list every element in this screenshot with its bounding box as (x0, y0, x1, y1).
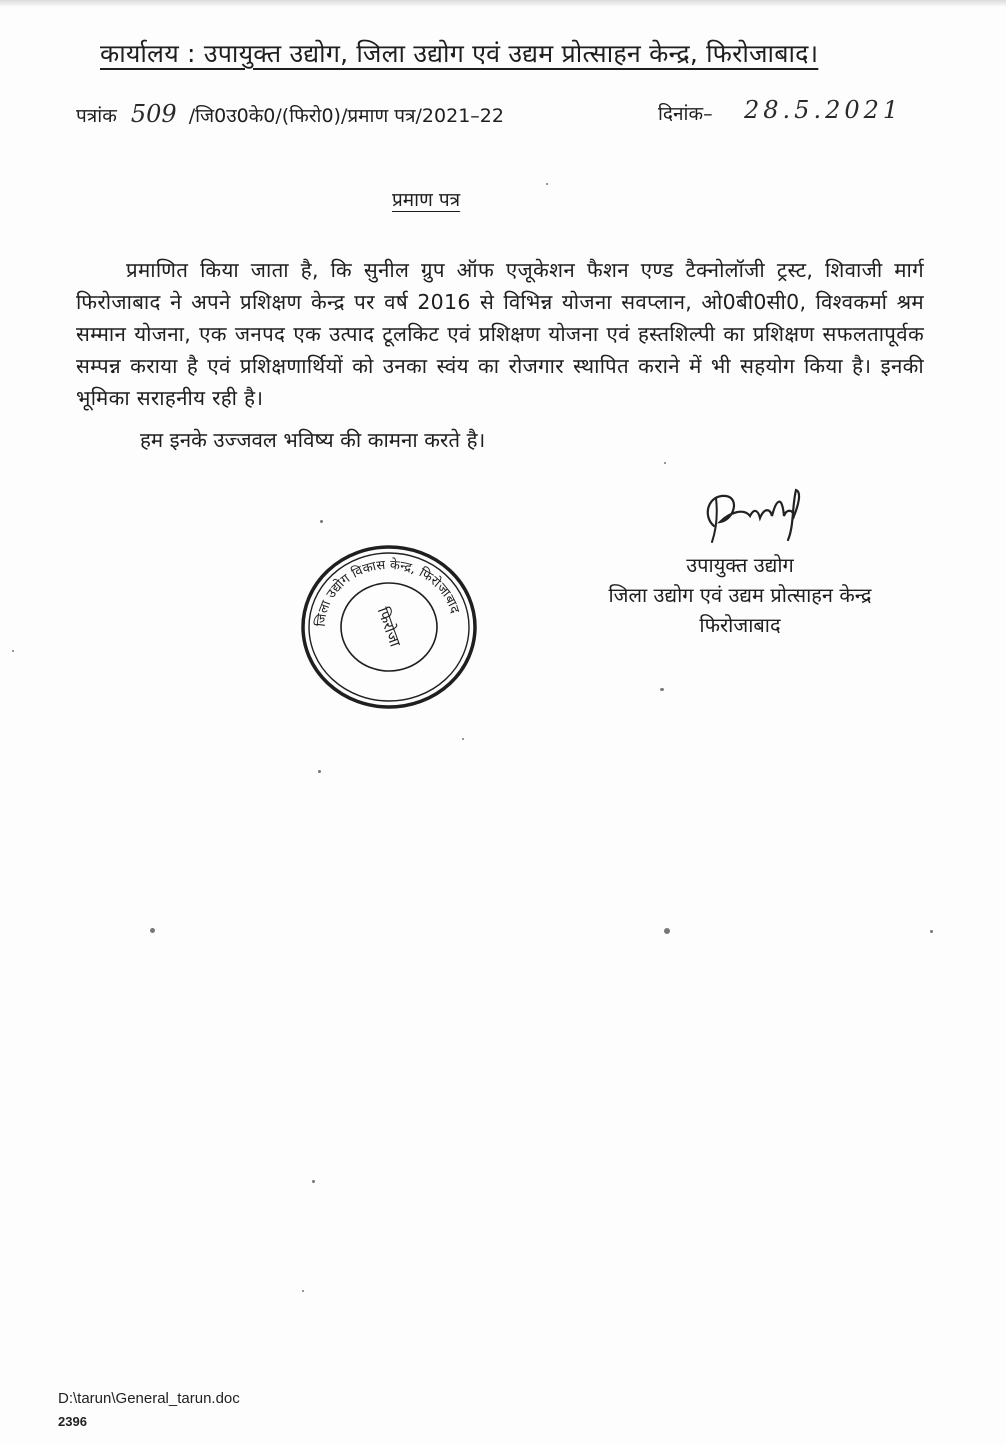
signatory-office: जिला उद्योग एवं उद्यम प्रोत्साहन केन्द्र (608, 583, 872, 607)
certificate-body: प्रमाणित किया जाता है, कि सुनील ग्रुप ऑफ एजूकेशन फैशन एण्ड टैक्नोलॉजी ट्रस्ट, शिवाजी मार्ग फिरोजाबाद ने अपने प्रशिक्षण केन्द्र पर वर्ष 2016 से विभिन्न योजना सवप्लान, ओ0बी0सी0, विश्वकर्मा श्रम सम्मान योजना, एक जनपद एक उत्पाद टूलकिट एवं प्रशिक्षण योजना एवं हस्तशिल्पी का प्रशिक्षण सफलतापूर्वक सम्पन्न कराया है एवं प्रशिक्षणार्थियों को उनका स्वंय का रोजगार स्थापित कराने में भी सहयोग किया है। इनकी भूमिका सराहनीय रही है। (76, 258, 924, 410)
scan-speck (318, 770, 321, 773)
signatory-block (560, 550, 920, 640)
office-seal (298, 542, 480, 712)
office-header (100, 36, 920, 70)
document-title: प्रमाण पत्र (392, 189, 461, 211)
date-label: दिनांक– (658, 103, 713, 125)
scan-speck (546, 183, 548, 185)
closing-wish: हम इनके उज्जवल भविष्य की कामना करते है। (140, 428, 486, 452)
reference-line (76, 96, 936, 128)
date-value: 28.5.2021 (744, 96, 903, 124)
scan-speck (150, 928, 155, 933)
seal-ring-text: जिला उद्योग विकास केन्द्र, फिरोजाबाद (313, 557, 462, 628)
scan-speck (302, 1290, 304, 1292)
footer-code: 2396 (58, 1414, 87, 1429)
reference-number: 509 (130, 100, 177, 128)
scan-speck (312, 1180, 315, 1183)
scan-speck (664, 462, 666, 464)
reference-label: पत्रांक (76, 105, 117, 127)
scan-speck (320, 520, 323, 523)
handwritten-signature (700, 486, 810, 546)
office-header-text: कार्यालय : उपायुक्त उद्योग, जिला उद्योग एवं उद्यम प्रोत्साहन केन्द्र, फिरोजाबाद। (100, 39, 819, 68)
footer-file-path: D:\tarun\General_tarun.doc (58, 1390, 240, 1407)
scan-speck (930, 930, 933, 933)
seal-center-text: फिरोजा (373, 604, 405, 650)
scan-speck (664, 928, 670, 934)
scan-speck (660, 688, 664, 691)
scan-speck (462, 738, 464, 740)
signatory-designation: उपायुक्त उद्योग (686, 553, 794, 577)
scan-speck (12, 650, 14, 652)
reference-path: /जि0उ0के0/(फिरो0)/प्रमाण पत्र/2021–22 (188, 105, 504, 127)
signatory-city: फिरोजाबाद (699, 613, 781, 637)
scan-edge (0, 0, 1006, 6)
